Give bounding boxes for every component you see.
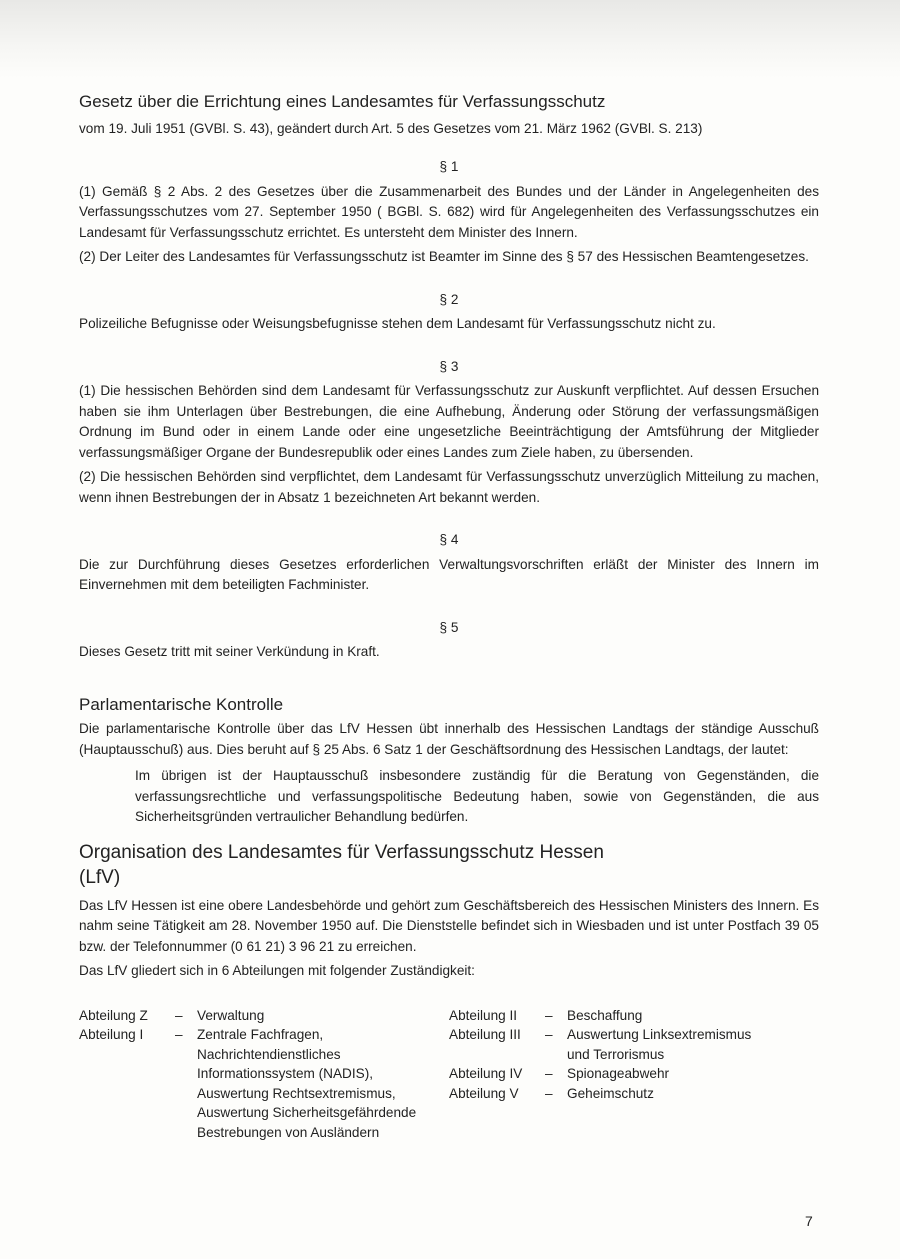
department-table <box>79 1006 819 1143</box>
department-dash: – <box>545 1066 553 1081</box>
department-description: Auswertung Linksextremismus <box>567 1027 752 1042</box>
section-paragraph: (2) Die hessischen Behörden sind verpflichtet, dem Landesamt für Verfassungsschutz unverzüglich Mitteilung zu machen, wenn ihnen Bestrebungen der in Absatz 1 bezeichneten Art bekannt werden. <box>79 469 819 505</box>
department-description: Spionageabwehr <box>567 1066 670 1081</box>
department-name <box>79 1103 175 1123</box>
department-row <box>79 1123 449 1143</box>
department-row <box>79 1045 449 1065</box>
department-dash: – <box>545 1085 553 1101</box>
section-sign: § 3 <box>439 358 459 374</box>
department-row <box>79 1084 449 1104</box>
department-name: Abteilung II <box>449 1007 518 1023</box>
department-name: Abteilung Z <box>79 1007 148 1023</box>
department-description: Informationssystem (NADIS), <box>197 1066 374 1081</box>
department-dash: – <box>175 1027 183 1042</box>
section-sign: § 2 <box>439 291 459 307</box>
control-heading: Parlamentarische Kontrolle <box>79 694 284 714</box>
department-name: Abteilung I <box>79 1027 144 1042</box>
department-name: Abteilung IV <box>449 1066 523 1081</box>
department-description: Beschaffung <box>567 1007 643 1023</box>
department-row <box>79 1064 449 1084</box>
document-page <box>79 92 819 1142</box>
department-dash <box>175 1045 197 1065</box>
department-dash: – <box>545 1007 553 1023</box>
section-paragraph: (1) Gemäß § 2 Abs. 2 des Gesetzes über die Zusammenarbeit des Bundes und der Länder in Angelegenheiten des Verfassungsschutzes vom 27. September 1950 ( BGBl. S. 682) wird für Angelegenheiten des Verfassungsschutzes ein Landesamt für Verfassungsschutz errichtet. Es untersteht dem Minister des Innern. <box>79 183 819 240</box>
department-name <box>449 1045 545 1065</box>
organisation-text: Das LfV Hessen ist eine obere Landesbehörde und gehört zum Geschäftsbereich des Hessischen Ministers des Innern. Es nahm seine Tätigkeit am 28. November 1950 auf. Die Dienststelle befindet sich in Wiesbaden und ist unter Postfach 39 05 bzw. der Telefonnummer (0 61 21) 3 96 21 zu erreichen. <box>79 897 819 954</box>
department-description: Auswertung Sicherheitsgefährdende <box>197 1105 417 1120</box>
department-name: Abteilung V <box>449 1085 519 1101</box>
department-row <box>79 1103 449 1123</box>
department-description: Bestrebungen von Ausländern <box>197 1124 380 1140</box>
department-row <box>449 1045 819 1065</box>
department-dash <box>175 1084 197 1104</box>
section-sign: § 4 <box>439 532 459 547</box>
department-column-right <box>449 1006 819 1143</box>
department-dash: – <box>175 1007 183 1023</box>
law-title: Gesetz über die Errichtung eines Landesamtes für Verfassungsschutz <box>79 92 606 111</box>
law-subtitle: vom 19. Juli 1951 (GVBl. S. 43), geändert durch Art. 5 des Gesetzes vom 21. März 1962 (GVBl. S. 213) <box>79 120 703 136</box>
control-quote: Im übrigen ist der Hauptausschuß insbesondere zuständig für die Beratung von Gegenständen, die verfassungsrechtliche und verfassungspolitische Bedeutung haben, sowie von Gegenständen, die aus Sicherheitsgründen vertraulicher Behandlung bedürfen. <box>135 768 819 824</box>
law-sections <box>79 157 819 685</box>
department-name <box>79 1123 175 1143</box>
department-row <box>449 1006 819 1026</box>
department-row <box>449 1025 819 1045</box>
page-number: 7 <box>805 1213 813 1229</box>
department-name <box>79 1064 175 1084</box>
department-name: Abteilung III <box>449 1027 521 1042</box>
department-row <box>449 1064 819 1084</box>
section-paragraph: Dieses Gesetz tritt mit seiner Verkündung in Kraft. <box>79 644 380 659</box>
department-dash <box>545 1045 567 1065</box>
department-row <box>449 1084 819 1104</box>
department-description: Geheimschutz <box>567 1085 654 1101</box>
organisation-heading: Organisation des Landesamtes für Verfassungsschutz Hessen (LfV) <box>79 841 604 888</box>
department-dash <box>175 1123 197 1143</box>
section-paragraph: (1) Die hessischen Behörden sind dem Landesamt für Verfassungsschutz zur Auskunft verpflichtet. Auf dessen Ersuchen haben sie ihm Unterlagen über Bestrebungen, die eine Aufhebung, Änderung oder Störung der verfassungsmäßigen Ordnung im Bund oder in einem Lande oder eine ungesetzliche Beeinträchtigung der Amtsführung der Mitglieder verfassungsmäßiger Organe der Bundesrepublik oder eines Landes zum Ziele haben, zu übersenden. <box>79 383 819 460</box>
control-text: Die parlamentarische Kontrolle über das LfV Hessen übt innerhalb des Hessischen Landtags der ständige Ausschuß (Hauptausschuß) aus. Dies beruht auf § 25 Abs. 6 Satz 1 der Geschäftsordnung des Hessischen Landtags, der lautet: <box>79 721 819 757</box>
department-dash <box>175 1103 197 1123</box>
department-description: Verwaltung <box>197 1007 265 1023</box>
department-row <box>79 1006 449 1026</box>
section-paragraph: Polizeiliche Befugnisse oder Weisungsbefugnisse stehen dem Landesamt für Verfassungsschutz nicht zu. <box>79 316 716 331</box>
section-sign: § 5 <box>439 619 459 635</box>
department-name <box>79 1084 175 1104</box>
scan-border <box>0 0 900 78</box>
department-description: Zentrale Fachfragen, <box>197 1027 324 1042</box>
department-dash: – <box>545 1027 553 1042</box>
organisation-intro: Das LfV gliedert sich in 6 Abteilungen mit folgender Zuständigkeit: <box>79 963 475 978</box>
department-description: und Terrorismus <box>567 1046 665 1062</box>
section-paragraph: Die zur Durchführung dieses Gesetzes erforderlichen Verwaltungsvorschriften erläßt der Minister des Innern im Einvernehmen mit dem beteiligten Fachminister. <box>79 556 819 592</box>
department-dash <box>175 1064 197 1084</box>
department-row <box>79 1025 449 1045</box>
section-sign: § 1 <box>439 159 459 174</box>
section-paragraph: (2) Der Leiter des Landesamtes für Verfassungsschutz ist Beamter im Sinne des § 57 des Hessischen Beamtengesetzes. <box>79 249 809 264</box>
department-name <box>79 1045 175 1065</box>
department-description: Nachrichtendienstliches <box>197 1046 341 1062</box>
department-description: Auswertung Rechtsextremismus, <box>197 1085 396 1101</box>
department-column-left <box>79 1006 449 1143</box>
